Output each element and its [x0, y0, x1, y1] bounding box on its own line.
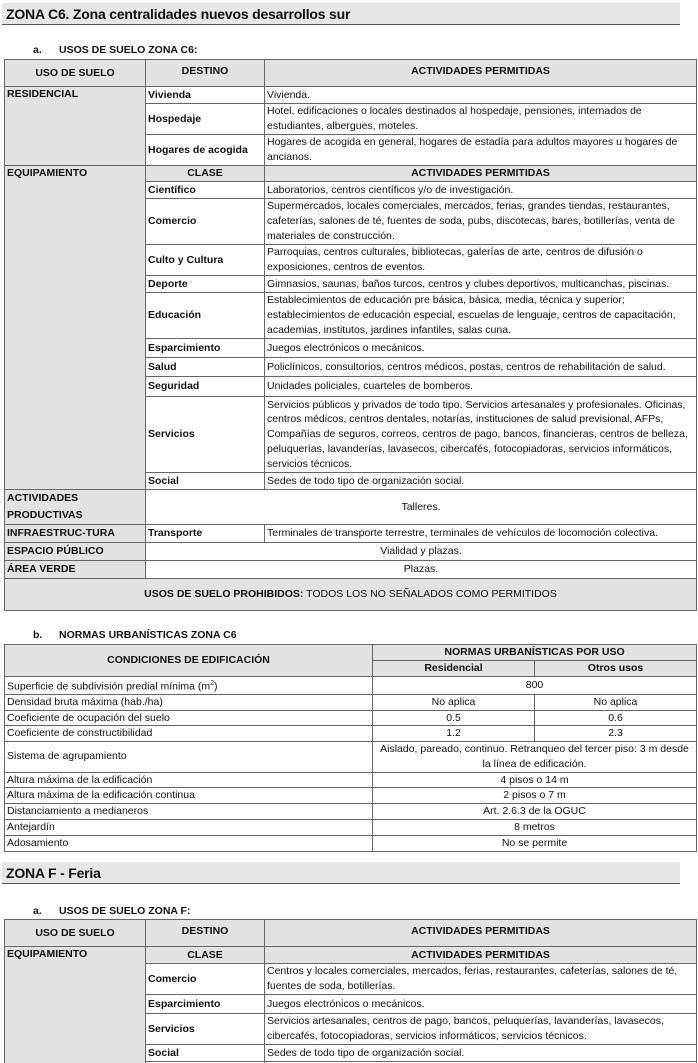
- section-b-c6-heading: [33, 629, 237, 641]
- clase-servicios: Servicios: [146, 1014, 265, 1045]
- clase-salud: Salud: [146, 358, 265, 377]
- actividades-social: Sedes de todo tipo de organización social.: [265, 473, 697, 490]
- area-verde-value: Plazas.: [146, 561, 697, 579]
- destino-hogares-acogida: Hogares de acogida: [146, 135, 265, 166]
- header-actividades: ACTIVIDADES PERMITIDAS: [265, 920, 697, 947]
- destino-hospedaje: Hospedaje: [146, 104, 265, 135]
- condicion-distanciamiento: Distanciamiento a medianeros: [5, 804, 373, 820]
- actividades-culto-cultura: Parroquias, centros culturales, bibliotecas, galerías de arte, centros de difusión o exposiciones, centros de eventos.: [265, 245, 697, 276]
- clase-seguridad: Seguridad: [146, 377, 265, 397]
- clase-cientifico: Científico: [146, 182, 265, 199]
- condicion-densidad: Densidad bruta máxima (hab./ha): [5, 695, 373, 711]
- header-normas-por-uso: NORMAS URBANÍSTICAS POR USO: [373, 645, 697, 661]
- condicion-adosamiento: Adosamiento: [5, 835, 373, 851]
- prohibited-uses: [5, 579, 697, 611]
- norms-table-c6: [4, 644, 697, 852]
- clase-comercio: Comercio: [146, 199, 265, 245]
- uses-table-c6: [4, 59, 697, 611]
- value-altura-maxima: 4 pisos o 14 m: [373, 772, 697, 788]
- section-a-f-heading: [33, 905, 190, 917]
- value-densidad-otros: No aplica: [535, 695, 697, 711]
- uses-table-f: [4, 919, 697, 1063]
- header-uso-de-suelo: USO DE SUELO: [5, 920, 146, 947]
- value-constructibilidad-residencial: 1.2: [373, 726, 535, 742]
- condicion-text: Superficie de subdivisión predial mínima (m: [7, 680, 211, 693]
- section-a-c6-heading: [33, 44, 197, 56]
- actividades-servicios: Servicios públicos y privados de todo tipo. Servicios artesanales y profesionales. Oficinas, centros médicos, centros dentales, notarías, instituciones de salud previsional, AFPs, Compañías de seguros, correos, centros de pago, bancos, financieras, centros de belleza, peluquerías, lavanderías, lavasecos, cibercafés, fotocopiadoras, servicios informáticos, servicios técnicos.: [265, 397, 697, 473]
- section-letter: a.: [33, 905, 42, 917]
- condicion-ocupacion: Coeficiente de ocupación del suelo: [5, 710, 373, 726]
- destino-vivienda: Vivienda: [146, 87, 265, 104]
- value-constructibilidad-otros: 2.3: [535, 726, 697, 742]
- section-label: USOS DE SUELO ZONA C6:: [59, 44, 198, 56]
- condicion-antejardin: Antejardín: [5, 819, 373, 835]
- header-condiciones: CONDICIONES DE EDIFICACIÓN: [5, 645, 373, 677]
- uso-area-verde: ÁREA VERDE: [5, 561, 146, 579]
- section-label: NORMAS URBANÍSTICAS ZONA C6: [59, 629, 237, 641]
- actividades-vivienda: Vivienda.: [265, 87, 697, 104]
- clase-servicios: Servicios: [146, 397, 265, 473]
- actividades-social: Sedes de todo tipo de organización social.: [265, 1045, 697, 1062]
- actividades-esparcimiento: Juegos electrónicos o mecánicos.: [265, 339, 697, 358]
- condicion-altura-maxima: Altura máxima de la edificación: [5, 772, 373, 788]
- subheader-actividades: ACTIVIDADES PERMITIDAS: [265, 166, 697, 182]
- condicion-agrupamiento: Sistema de agrupamiento: [5, 741, 373, 772]
- actividades-transporte: Terminales de transporte terrestre, terminales de vehículos de locomoción colectiva.: [265, 525, 697, 543]
- header-destino: DESTINO: [146, 920, 265, 947]
- value-densidad-residencial: No aplica: [373, 695, 535, 711]
- actividades-productivas-value: Talleres.: [146, 490, 697, 525]
- clase-comercio: Comercio: [146, 964, 265, 995]
- clase-esparcimiento: Esparcimiento: [146, 995, 265, 1014]
- condicion-constructibilidad: Coeficiente de constructibilidad: [5, 726, 373, 742]
- actividades-hospedaje: Hotel, edificaciones o locales destinados al hospedaje, pensiones, internados de estudiantes, albergues, moteles.: [265, 104, 697, 135]
- zone-f-title: ZONA F - Feria: [2, 862, 680, 884]
- actividades-salud: Policlínicos, consultorios, centros médicos, postas, centros de rehabilitación de salud.: [265, 358, 697, 377]
- condicion-close: ): [214, 680, 218, 693]
- subheader-residencial: Residencial: [373, 661, 535, 677]
- clase-social: Social: [146, 1045, 265, 1062]
- actividades-seguridad: Unidades policiales, cuarteles de bomberos.: [265, 377, 697, 397]
- value-superficie: 800: [373, 677, 697, 695]
- clase-esparcimiento: Esparcimiento: [146, 339, 265, 358]
- superscript: 2: [210, 680, 214, 687]
- actividades-comercio: Centros y locales comerciales, mercados, ferias, restaurantes, cafeterías, salones de té, fuentes de soda, botillerías.: [265, 964, 697, 995]
- value-ocupacion-otros: 0.6: [535, 710, 697, 726]
- uso-residencial: RESIDENCIAL: [5, 87, 146, 166]
- actividades-deporte: Gimnasios, saunas, baños turcos, centros y clubes deportivos, multicanchas, piscinas.: [265, 276, 697, 293]
- section-letter: b.: [33, 629, 43, 641]
- uso-infraestructura: INFRAESTRUC-TURA: [5, 525, 146, 543]
- condicion-superficie: [5, 677, 373, 695]
- prohibited-label: USOS DE SUELO PROHIBIDOS:: [144, 588, 304, 601]
- clase-social: Social: [146, 473, 265, 490]
- value-ocupacion-residencial: 0.5: [373, 710, 535, 726]
- header-actividades: ACTIVIDADES PERMITIDAS: [265, 60, 697, 87]
- value-adosamiento: No se permite: [373, 835, 697, 851]
- header-destino: DESTINO: [146, 60, 265, 87]
- clase-deporte: Deporte: [146, 276, 265, 293]
- uso-espacio-publico: ESPACIO PÚBLICO: [5, 543, 146, 561]
- uso-actividades-productivas: ACTIVIDADES PRODUCTIVAS: [5, 490, 146, 525]
- actividades-servicios: Servicios artesanales, centros de pago, bancos, peluquerías, lavanderías, lavasecos, cibercafés, fotocopiadoras, servicios informáticos, servicios técnicos.: [265, 1014, 697, 1045]
- subheader-otros-usos: Otros usos: [535, 661, 697, 677]
- condicion-altura-continua: Altura máxima de la edificación continua: [5, 788, 373, 804]
- value-antejardin: 8 metros: [373, 819, 697, 835]
- actividades-esparcimiento: Juegos electrónicos o mecánicos.: [265, 995, 697, 1014]
- actividades-educacion: Establecimientos de educación pre básica, básica, media, técnica y superior; establecimientos de educación especial, escuelas de lenguaje, centros de capacitación, academias, institutos, jardines infantiles, salas cuna.: [265, 293, 697, 339]
- value-altura-continua: 2 pisos o 7 m: [373, 788, 697, 804]
- subheader-actividades: ACTIVIDADES PERMITIDAS: [265, 947, 697, 964]
- value-distanciamiento: Art. 2.6.3 de la OGUC: [373, 804, 697, 820]
- destino-transporte: Transporte: [146, 525, 265, 543]
- zone-c6-title: ZONA C6. Zona centralidades nuevos desarrollos sur: [2, 3, 680, 25]
- section-label: USOS DE SUELO ZONA F:: [59, 905, 191, 917]
- actividades-cientifico: Laboratorios, centros científicos y/o de investigación.: [265, 182, 697, 199]
- clase-educacion: Educación: [146, 293, 265, 339]
- subheader-clase: CLASE: [146, 947, 265, 964]
- actividades-comercio: Supermercados, locales comerciales, mercados, ferias, grandes tiendas, restaurantes, cafeterías, salones de té, fuentes de soda, pubs, discotecas, bares, botillerías, venta de materiales de construcción.: [265, 199, 697, 245]
- value-agrupamiento: Aislado, pareado, continuo. Retranqueo del tercer piso: 3 m desde la línea de edificación.: [373, 741, 697, 772]
- prohibited-value: TODOS LOS NO SEÑALADOS COMO PERMITIDOS: [303, 588, 557, 601]
- uso-equipamiento: EQUIPAMIENTO: [5, 166, 146, 490]
- header-uso-de-suelo: USO DE SUELO: [5, 60, 146, 87]
- espacio-publico-value: Vialidad y plazas.: [146, 543, 697, 561]
- clase-culto-cultura: Culto y Cultura: [146, 245, 265, 276]
- section-letter: a.: [33, 44, 42, 56]
- uso-equipamiento: EQUIPAMIENTO: [5, 947, 146, 1063]
- subheader-clase: CLASE: [146, 166, 265, 182]
- actividades-hogares-acogida: Hogares de acogida en general, hogares de estadía para adultos mayores u hogares de ancianos.: [265, 135, 697, 166]
